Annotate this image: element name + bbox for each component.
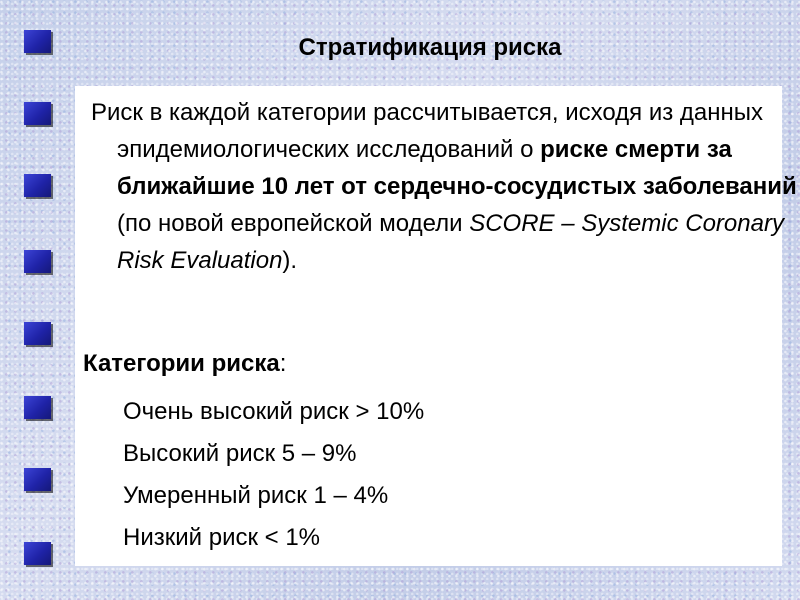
slide-title: Стратификация риска — [298, 34, 562, 61]
square-bullet-icon — [24, 542, 51, 565]
paragraph-text: Риск в каждой категории рассчитывается, исходя из данных эпидемиологических исследований о — [91, 99, 763, 163]
categories-heading-label: Категории риска — [83, 350, 280, 377]
decorative-bullet-column — [0, 0, 60, 600]
square-bullet-icon — [24, 30, 51, 53]
square-bullet-icon — [24, 396, 51, 419]
risk-category-low: Низкий риск < 1% — [123, 524, 321, 551]
square-bullet-icon — [24, 322, 51, 345]
paragraph-bold-text: риске смерти за ближайшие 10 лет от сердечно-сосудистых заболеваний — [117, 136, 797, 200]
square-bullet-icon — [24, 250, 51, 273]
paragraph-text: (по новой европейской модели — [117, 210, 470, 237]
square-bullet-icon — [24, 102, 51, 125]
risk-category-high: Высокий риск 5 – 9% — [123, 440, 357, 467]
risk-category-very-high: Очень высокий риск > 10% — [123, 398, 425, 425]
categories-heading-colon: : — [279, 350, 287, 377]
square-bullet-icon — [24, 468, 51, 491]
square-bullet-icon — [24, 174, 51, 197]
risk-categories-list — [123, 391, 424, 559]
risk-description-paragraph — [91, 94, 797, 279]
risk-category-moderate: Умеренный риск 1 – 4% — [123, 482, 389, 509]
paragraph-text: ). — [282, 247, 298, 274]
content-panel — [75, 86, 797, 566]
paragraph-italic-text: SCORE – Systemic Coronary Risk Evaluation — [117, 210, 784, 274]
categories-heading — [83, 350, 286, 378]
